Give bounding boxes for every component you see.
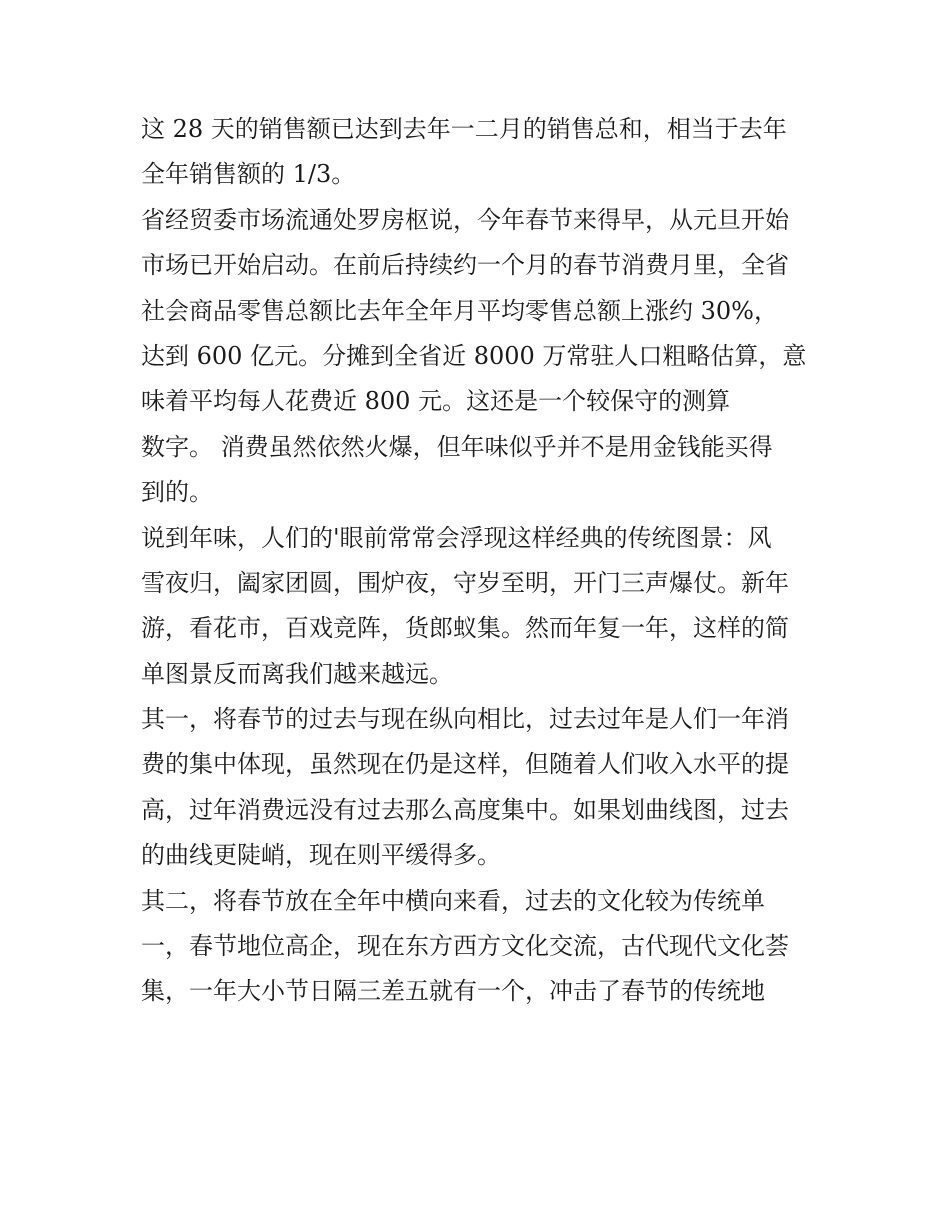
text-line: 集，一年大小节日隔三差五就有一个，冲击了春节的传统地 xyxy=(141,977,765,1006)
text-line: 省经贸委市场流通处罗房枢说，今年春节来得早，从元旦开始 xyxy=(141,205,789,234)
text-line: 达到 600 亿元。分摊到全省近 8000 万常驻人口粗略估算，意 xyxy=(141,341,807,370)
text-line: 数字。 消费虽然依然火爆，但年味似乎并不是用金钱能买得 xyxy=(141,432,773,461)
text-line: 说到年味，人们的'眼前常常会浮现这样经典的传统图景：风 xyxy=(141,523,772,552)
text-line: 社会商品零售总额比去年全年月平均零售总额上涨约 30%， xyxy=(141,296,778,325)
paragraph-second-reason xyxy=(141,879,821,1015)
text-line: 味着平均每人花费近 800 元。这还是一个较保守的测算 xyxy=(141,387,731,416)
text-line: 市场已开始启动。在前后持续约一个月的春节消费月里，全省 xyxy=(141,251,789,280)
text-line: 游，看花市，百戏竞阵，货郎蚁集。然而年复一年，这样的简 xyxy=(141,614,789,643)
article-body xyxy=(141,107,821,1015)
paragraph-new-year-flavor xyxy=(141,516,821,698)
text-line: 单图景反而离我们越来越远。 xyxy=(141,659,453,688)
text-line: 的曲线更陡峭，现在则平缓得多。 xyxy=(141,841,501,870)
paragraph-first-reason xyxy=(141,697,821,879)
text-line: 全年销售额的 1/3。 xyxy=(141,160,356,189)
paragraph-consumption-stats xyxy=(141,198,821,516)
text-line: 其二，将春节放在全年中横向来看，过去的文化较为传统单 xyxy=(141,886,765,915)
text-line: 其一，将春节的过去与现在纵向相比，过去过年是人们一年消 xyxy=(141,705,789,734)
text-line: 这 28 天的销售额已达到去年一二月的销售总和，相当于去年 xyxy=(141,115,787,143)
text-line: 到的。 xyxy=(141,478,213,507)
text-line: 一，春节地位高企，现在东方西方文化交流，古代现代文化荟 xyxy=(141,932,789,961)
text-line: 雪夜归，阖家团圆，围炉夜，守岁至明，开门三声爆仗。新年 xyxy=(141,568,789,597)
text-line: 高，过年消费远没有过去那么高度集中。如果划曲线图，过去 xyxy=(141,795,789,824)
paragraph-sales-summary xyxy=(141,107,821,198)
text-line: 费的集中体现，虽然现在仍是这样，但随着人们收入水平的提 xyxy=(141,750,789,779)
